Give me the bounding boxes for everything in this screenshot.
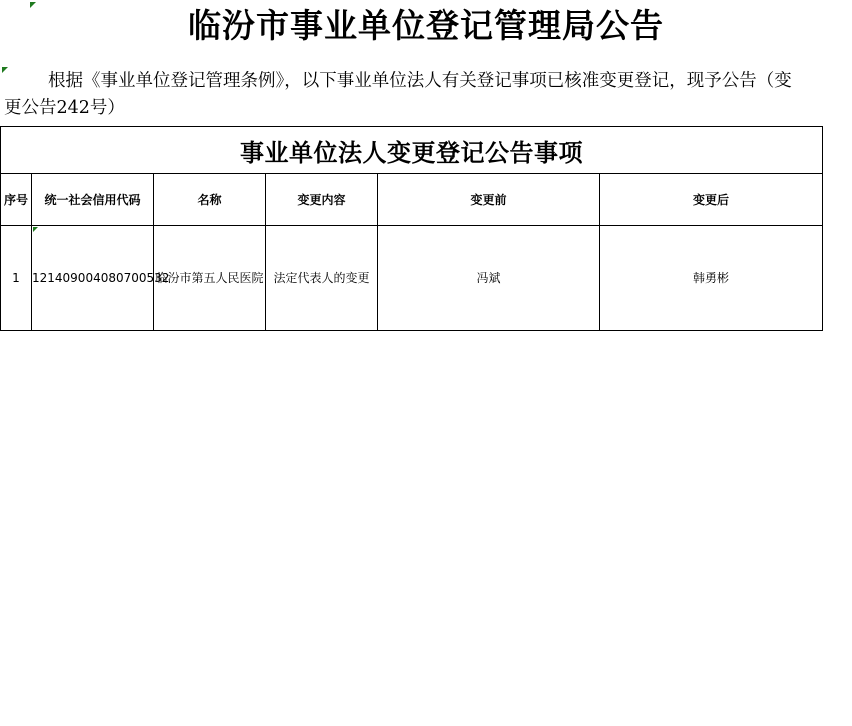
table-caption: 事业单位法人变更登记公告事项	[1, 127, 823, 174]
table-header-row	[1, 174, 823, 226]
column-header-name: 名称	[154, 174, 266, 226]
cell-credit-code	[32, 226, 170, 331]
notice-table	[0, 126, 823, 331]
page-title: 临汾市事业单位登记管理局公告	[188, 6, 664, 45]
cell-after: 韩勇彬	[600, 226, 823, 331]
column-header-seq: 序号	[1, 174, 32, 226]
column-header-after: 变更后	[600, 174, 823, 226]
column-header-change-item: 变更内容	[266, 174, 378, 226]
table-row	[1, 226, 823, 331]
announcement-intro: 根据《事业单位登记管理条例》，以下事业单位法人有关登记事项已核准变更登记，现予公告（变更公告242号）	[4, 71, 792, 118]
cell-marker-icon	[33, 227, 38, 232]
cell-before: 冯斌	[378, 226, 600, 331]
cell-seq: 1	[1, 226, 32, 331]
column-header-credit-code: 统一社会信用代码	[32, 174, 154, 226]
column-header-before: 变更前	[378, 174, 600, 226]
credit-code-value: 121409004080700532	[32, 271, 170, 285]
cell-name: 临汾市第五人民医院	[154, 226, 266, 331]
cell-change-item: 法定代表人的变更	[266, 226, 378, 331]
